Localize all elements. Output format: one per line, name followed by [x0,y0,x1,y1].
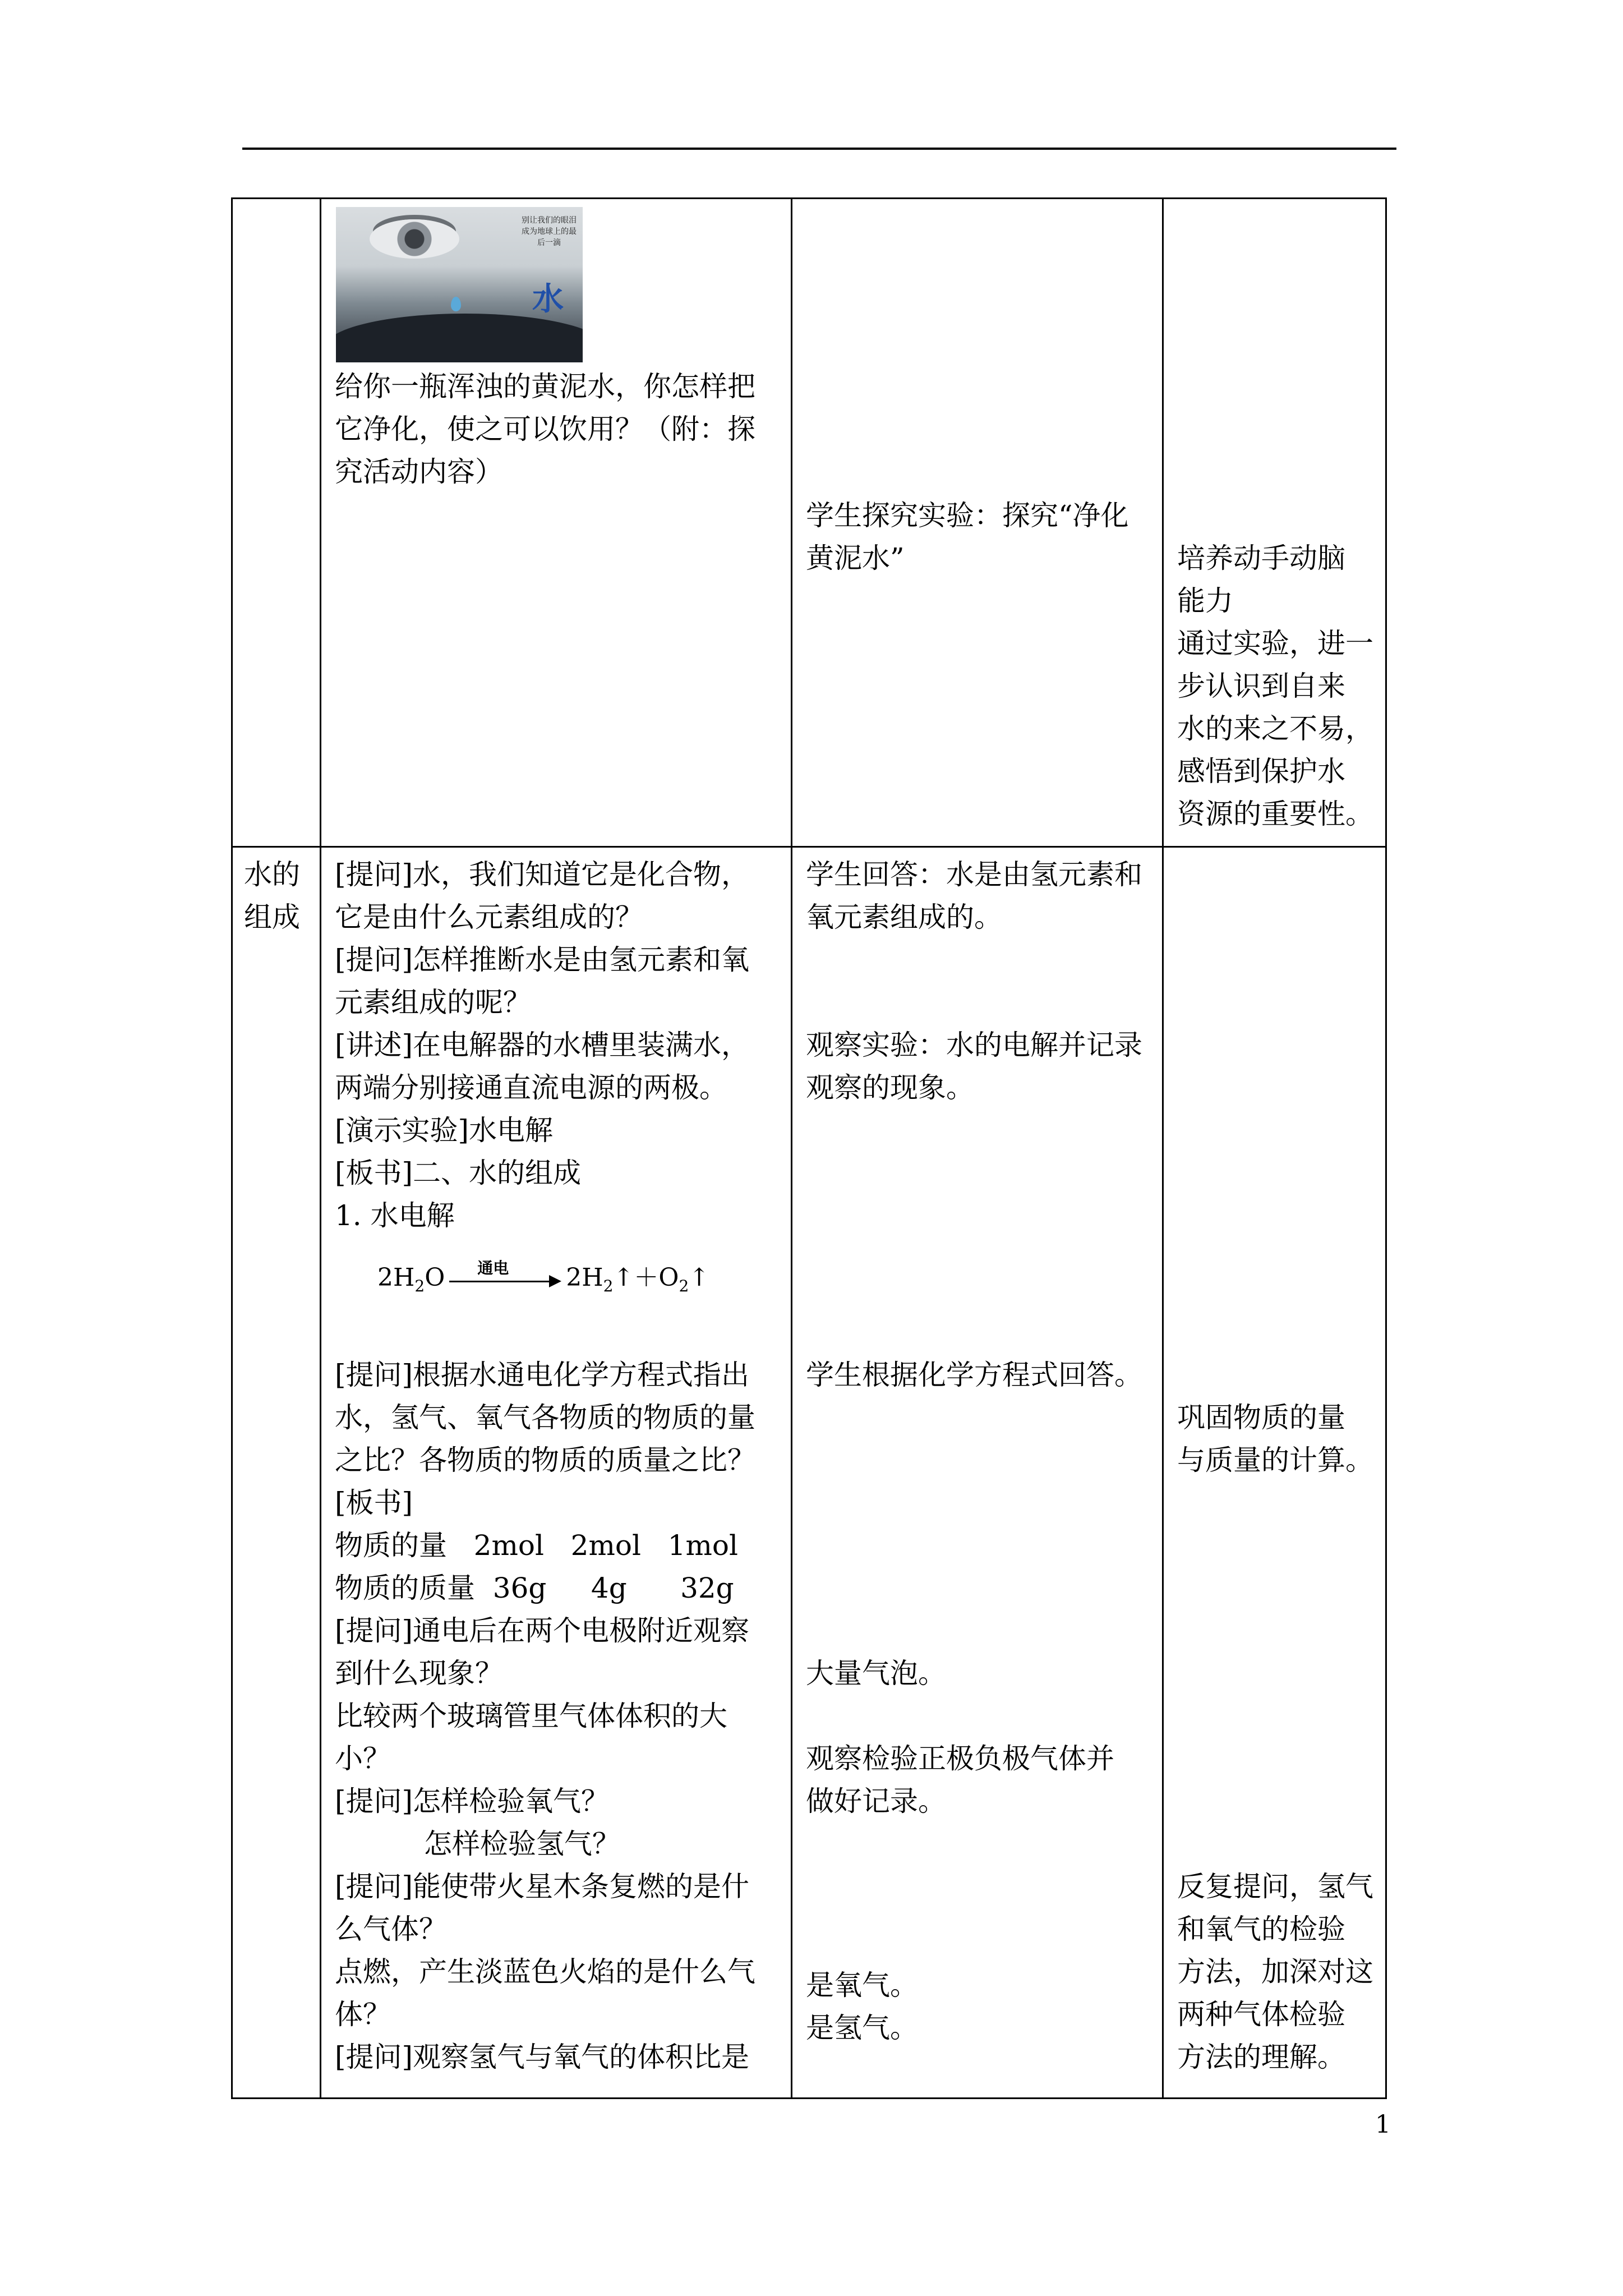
lesson-plan-table [231,197,1387,2099]
student-text-line: 黄泥水” [806,542,905,574]
purpose-text-line: 感悟到保护水 [1177,755,1345,788]
teacher-text-line: 小？ [335,1742,391,1775]
student-text-line: 氧元素组成的。 [806,901,1002,933]
teacher-text-line: 它净化，使之可以饮用？（附：探 [335,413,755,445]
purpose-text-line: 能力 [1177,585,1233,617]
eq-right1-sub: 2 [603,1276,614,1295]
teacher-text-line: 元素组成的呢？ [335,986,531,1019]
reaction-condition: 通电 [477,1258,509,1277]
teacher-text-line: 究活动内容） [335,455,503,488]
reaction-arrow-icon [449,1258,561,1291]
student-text-line: 做好记录。 [806,1785,946,1818]
teacher-text-line: 它是由什么元素组成的？ [335,901,643,933]
stage-label-line: 组成 [244,901,300,933]
eq-right2-sub: 2 [679,1276,689,1295]
teacher-text-line: 物质的质量 36g 4g 32g [335,1572,734,1604]
purpose-text-line: 方法，加深对这 [1177,1955,1373,1988]
teacher-text-line: [板书]二、水的组成 [335,1157,582,1189]
row1-student-cell [792,199,1163,847]
poster-side-text: 别让我们的眼泪成为地球上的最后一滴 [522,216,577,247]
water-drop-icon [451,297,461,311]
eq-right-tail: ↑ [689,1263,710,1292]
student-text-line: 学生根据化学方程式回答。 [806,1359,1142,1391]
student-text-line: 是氢气。 [806,2012,918,2044]
teacher-text-line: 比较两个玻璃管里气体体积的大 [335,1700,727,1732]
row1-teacher-cell [321,199,792,847]
purpose-text-line: 步认识到自来 [1177,670,1345,702]
teacher-text-line: [讲述]在电解器的水槽里装满水， [335,1029,750,1061]
water-poster-image [336,207,583,362]
teacher-text-line: [提问]观察氢气与氧气的体积比是 [335,2041,750,2073]
eq-right1: 2H [566,1263,603,1292]
student-text-line: 学生回答：水是由氢元素和 [806,858,1142,891]
purpose-text-line: 方法的理解。 [1177,2041,1345,2073]
purpose-text-line: 两种气体检验 [1177,1998,1345,2031]
teacher-text-line: 水，氢气、氧气各物质的物质的量 [335,1401,755,1434]
shore-graphic [336,314,583,362]
student-text-line: 大量气泡。 [806,1657,946,1690]
row1-stage-cell [232,199,321,847]
purpose-text-line: 培养动手动脑 [1177,542,1345,574]
teacher-text-line: 1. 水电解 [335,1199,455,1232]
row2-teacher-cell [321,847,792,2099]
purpose-text-line: 与质量的计算。 [1177,1444,1373,1476]
table-row-water-composition [232,847,1386,2099]
teacher-text-line: [演示实验]水电解 [335,1114,554,1147]
eq-right-mid: ↑＋O [613,1263,679,1292]
purpose-text-line: 反复提问，氢气 [1177,1870,1373,1903]
teacher-text-line: 物质的量 2mol 2mol 1mol [335,1529,738,1562]
stage-label-line: 水的 [244,858,300,891]
teacher-text-line: 么气体？ [335,1913,447,1945]
teacher-text-line: [提问]水，我们知道它是化合物， [335,858,750,891]
eq-left-tail: O [425,1263,445,1292]
teacher-text-line: [板书] [335,1487,413,1519]
page-number: 1 [1375,2110,1391,2139]
teacher-text-line: 体？ [335,1998,391,2031]
row2-student-cell [792,847,1163,2099]
student-text-line: 是氧气。 [806,1969,918,2001]
table-row-purify-water [232,199,1386,847]
student-text-line: 观察检验正极负极气体并 [806,1742,1114,1775]
header-rule [242,148,1396,150]
teacher-text-line: 怎样检验氢气？ [335,1828,620,1860]
row2-purpose-cell [1163,847,1386,2099]
purpose-text-line: 水的来之不易， [1177,712,1373,745]
purpose-text-line: 资源的重要性。 [1177,798,1373,830]
teacher-text-line: [提问]怎样推断水是由氢元素和氧 [335,944,750,976]
teacher-text-line: 点燃，产生淡蓝色火焰的是什么气 [335,1955,755,1988]
student-text-line: 学生探究实验：探究“净化 [806,499,1129,532]
electrolysis-equation [377,1257,709,1295]
eq-left-sub: 2 [414,1276,425,1295]
row2-stage-cell [232,847,321,2099]
teacher-text-line: 两端分别接通直流电源的两极。 [335,1071,727,1104]
teacher-text-line: 之比？各物质的物质的质量之比？ [335,1444,755,1476]
student-text-line: 观察的现象。 [806,1071,974,1104]
student-text-line: 观察实验：水的电解并记录 [806,1029,1142,1061]
teacher-text-line: 到什么现象？ [335,1657,503,1690]
purpose-text-line: 通过实验，进一 [1177,627,1373,660]
teacher-text-line: [提问]能使带火星木条复燃的是什 [335,1870,750,1903]
teacher-text-line: [提问]通电后在两个电极附近观察 [335,1614,750,1647]
eq-left: 2H [377,1263,415,1292]
eye-graphic [370,219,459,259]
teacher-text-line: [提问]怎样检验氧气？ [335,1785,610,1818]
poster-water-char: 水 [532,281,564,318]
teacher-text-line: [提问]根据水通电化学方程式指出 [335,1359,750,1391]
purpose-text-line: 巩固物质的量 [1177,1401,1345,1434]
row1-purpose-cell [1163,199,1386,847]
purpose-text-line: 和氧气的检验 [1177,1913,1345,1945]
teacher-text-line: 给你一瓶浑浊的黄泥水，你怎样把 [335,370,755,403]
